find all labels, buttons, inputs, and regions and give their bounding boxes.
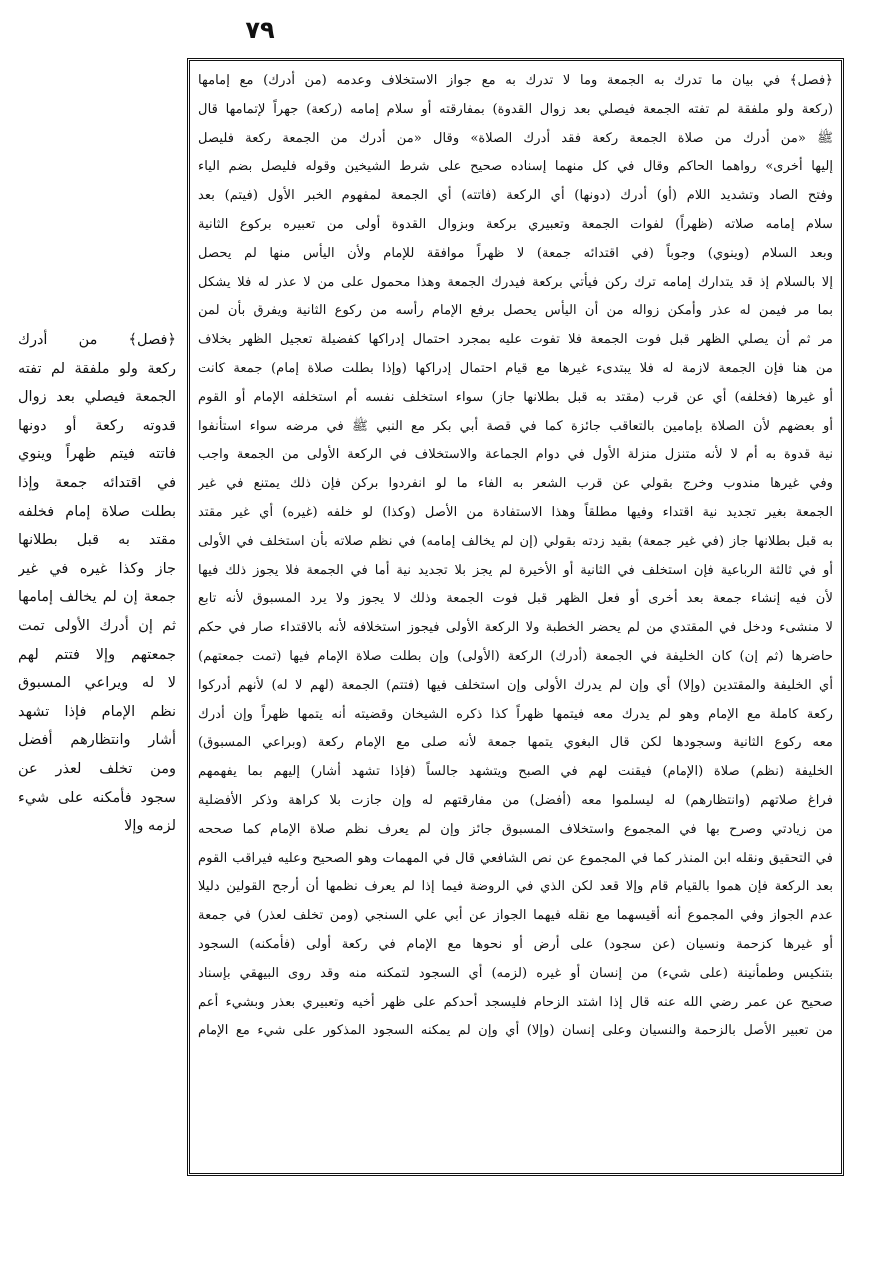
margin-text-line: أشار وانتظارهم أفضل	[18, 732, 176, 749]
main-text-line: عدم الجواز وفي المجموع أنه أقيسهما مع نقله فيهما الجواز عن أبي علي السنجي (ومن تخلف لعذر) في جمعة	[198, 908, 833, 924]
main-text-line: أو غيرها (فخلفه) أي عن قرب (مقتد به قبل بطلانها جاز) سواء استخلف نفسه أم استخلفه الإمام أو القوم	[198, 389, 833, 405]
main-text-line: به قبل بطلانها جاز (في غير جمعة) بقيد زدته بقولي (إن لم يخالف إمامه) في نظم صلاته بأن استخلف في الأولى	[198, 533, 833, 549]
margin-text-line: في اقتدائه جمعة وإذا	[18, 474, 176, 491]
margin-text-line: فاتته فيتم ظهراً وينوي	[18, 446, 176, 463]
margin-text-line: بطلت صلاة إمام فخلفه	[18, 503, 176, 520]
main-text-line: الخليفة (نظم) صلاة (الإمام) فيقنت لهم في الصبح ويتشهد جالساً (فإذا تشهد أشار) إليهم بما يفهمهم	[198, 764, 833, 780]
main-text-line: إليها أخرى» رواهما الحاكم وقال في كل منهما إسناده صحيح على شرط الشيخين وقوله فليصل بضم الياء	[198, 159, 833, 175]
main-text-line: ﷺ «من أدرك من صلاة الجمعة ركعة فقد أدرك الصلاة» وقال «من أدرك من الجمعة ركعة فليصل	[198, 130, 833, 146]
main-text-frame	[187, 58, 844, 1176]
margin-commentary	[18, 326, 176, 841]
main-text-line: مر ثم أن يصلي الظهر قبل فوت الجمعة فلا تفوت عليه بمجرد احتمال إدراكها كفضيلة تعجيل الظهر بخلاف	[198, 332, 833, 348]
main-text-line: لأن فيه إنشاء جمعة بعد أخرى أو فعل الظهر قبل فوت الجمعة وذلك لا يجوز ولا يرد المسبوق لأنه تابع	[198, 591, 833, 607]
main-text-line: نية قدوة به أم لا لأنه متنزل منزلة الأول في دوام الجماعة والاستخلاف في الركعة الأولى من الجمعة واجب	[198, 447, 833, 463]
page-number: ٧٩	[245, 16, 275, 44]
main-text-line: من هنا فإن الجمعة لازمة له فلا يبتدىء غيرها مع قيام احتمال إدراكها (وإذا بطلت صلاة إمام) جمعة كانت	[198, 360, 833, 376]
main-text-line: فراغ صلاتهم (وانتظارهم) له ليسلموا معه (أفضل) من مفارقتهم له وإن جازت بلا كراهة وذكر الأفضلية	[198, 792, 833, 808]
main-text-line: وبعد السلام (وينوي) وجوباً (في اقتدائه جمعة) لا ظهراً موافقة للإمام ولأن اليأس منها لم يحصل	[198, 245, 833, 261]
margin-text-line: ركعة ولو ملفقة لم تفته	[18, 360, 176, 377]
main-text-line: ركعة كاملة مع الإمام وهو لم يدرك معه فيتمها ظهراً كذا ذكره الشيخان وقضيته أنه يتمها ظهراً وإن أدرك	[198, 706, 833, 722]
main-text-line: سلام إمامه صلاته (ظهراً) لفوات الجمعة وتعبيري بركعة وبزوال القدوة أولى من تعبيره بركوع الثانية	[198, 216, 833, 232]
main-text-line: معه ركوع الثانية وسجودها لكن قال البغوي يتمها جمعة لأنه صلى مع الإمام ركعة (وبراعي المسبوق)	[198, 735, 833, 751]
main-text-line: وفتح الصاد وتشديد اللام (أو) أدرك (دونها) أي الركعة (فاتته) أي الجمعة لمفهوم الخبر الأول (فيتم) بعد	[198, 188, 833, 204]
main-text-line: بتنكيس وطمأنينة (على شيء) من إنسان أو غيره (لزمه) أي السجود لتمكنه منه وقد روى البيهقي بإسناد	[198, 965, 833, 981]
margin-text-line: سجود فأمكنه على شيء	[18, 789, 176, 806]
margin-text-line: لزمه وإلا	[124, 818, 176, 835]
main-text-line: (ركعة ولو ملفقة لم تفته الجمعة فيصلي بعد زوال القدوة) بمفارقته أو سلام إمامه (ركعة) جهراً لإتمامها قال	[198, 101, 833, 117]
margin-text-line: ومن تخلف لعذر عن	[18, 760, 176, 777]
main-text-line: أي الخليفة والمقتدين (وإلا) أي وإن لم يدرك الأولى وإن استخلف فيها (فتتم) الجمعة (لهم لا له) لأنهم أدركوا	[198, 677, 833, 693]
main-text-line: الجمعة بغير تجديد نية اقتداء وفيها مطلقاً وهذا الاستفادة من الأصل (وكذا) لو خلفه (غيره) أي غير مقتد	[198, 504, 833, 520]
margin-text-line: لا له ويراعي المسبوق	[18, 675, 176, 692]
main-text-line: إلا بالسلام إذ قد يتدارك إمامه ترك ركن فيأتي بركعة فيدرك الجمعة وهذا محمول على من لا عذر له فلا يشكل	[198, 274, 833, 290]
main-text-line: لا منشىء ودخل في المقتدي من لم يحضر الخطبة ولا الركعة الأولى فيجوز استخلافه لأنه بالاقتداء صار في حكم	[198, 620, 833, 636]
margin-text-line: ﴿فصل﴾ من أدرك	[18, 332, 176, 348]
main-text-line: صحيح عن عمر رضي الله عنه قال إذا اشتد الزحام فليسجد أحدكم على ظهر أخيه وتعبيري بعذر وبشيء أعم	[198, 994, 833, 1010]
margin-text-line: جمعتهم وإلا فتتم لهم	[18, 646, 176, 663]
margin-text-line: ثم إن أدرك الأولى تمت	[18, 617, 176, 634]
main-text-line: أو بعضهم لأن الصلاة بإمامين بالتعاقب جائزة كما في قصة أبي بكر مع النبي ﷺ في مرضه سواء استأنفوا	[198, 418, 833, 434]
margin-text-line: نظم الإمام فإذا تشهد	[18, 703, 176, 720]
main-text-line: بما مر فيمن له عذر وأمكن زواله من أن اليأس يحصل برفع الإمام رأسه من ركوع الثانية ويفرق بأن لمن	[198, 303, 833, 319]
margin-text-line: الجمعة فيصلي بعد زوال	[18, 389, 176, 406]
main-text-line: أو غيرها كزحمة ونسيان (عن سجود) على أرض أو نحوها مع الإمام في ركعة أولى (فأمكنه) السجود	[198, 936, 833, 952]
main-text-line: من تعبير الأصل بالزحمة والنسيان وعلى إنسان (وإلا) أي وإن لم يمكنه السجود المذكور على شيء مع الإمام	[198, 1023, 833, 1039]
main-text-line: أو في ثالثة الرباعية فإن استخلف في الثانية أو الأخيرة لم يجز بلا تجديد نية أما في الجمعة فلا يجوز ذلك فيها	[198, 562, 833, 578]
main-text-line: في التحقيق ونقله ابن المنذر كما في المجموع عن نص الشافعي قال في المهمات وهو الصحيح وعليه فيراقب القوم	[198, 850, 833, 866]
margin-text-line: مقتد به قبل بطلانها	[18, 532, 176, 549]
main-text-line: بعد الركعة فإن هموا بالقيام قام وإلا قعد لكن الذي في الروضة فيما إذا لم يعرف نظمها أن أرجح القولين دليلا	[198, 879, 833, 895]
margin-text-line: قدوته ركعة أو دونها	[18, 417, 176, 434]
margin-text-line: جمعة إن لم يخالف إمامها	[18, 589, 176, 606]
margin-text-line: جاز وكذا غيره في غير	[18, 560, 176, 577]
main-text-line: ﴿فصل﴾ في بيان ما تدرك به الجمعة وما لا تدرك به مع جواز الاستخلاف وعدمه (من أدرك) مع إمامها	[198, 73, 833, 88]
main-text-line: حاضرها (ثم إن) كان الخليفة في الجمعة (أدرك) الركعة (الأولى) وإن بطلت صلاة الإمام فيها (تمت جمعتهم)	[198, 648, 833, 664]
main-text-line: من زيادتي وصرح بها في المجموع واستخلاف المسبوق جائز وإن لم يعرف نظم صلاة الإمام كما صححه	[198, 821, 833, 837]
main-text-line: وفي غيرها مندوب وخرج بقولي عن قرب الشعر به الفاء ما لو انفردوا بركن فإن ذلك يمتنع في غير	[198, 476, 833, 492]
